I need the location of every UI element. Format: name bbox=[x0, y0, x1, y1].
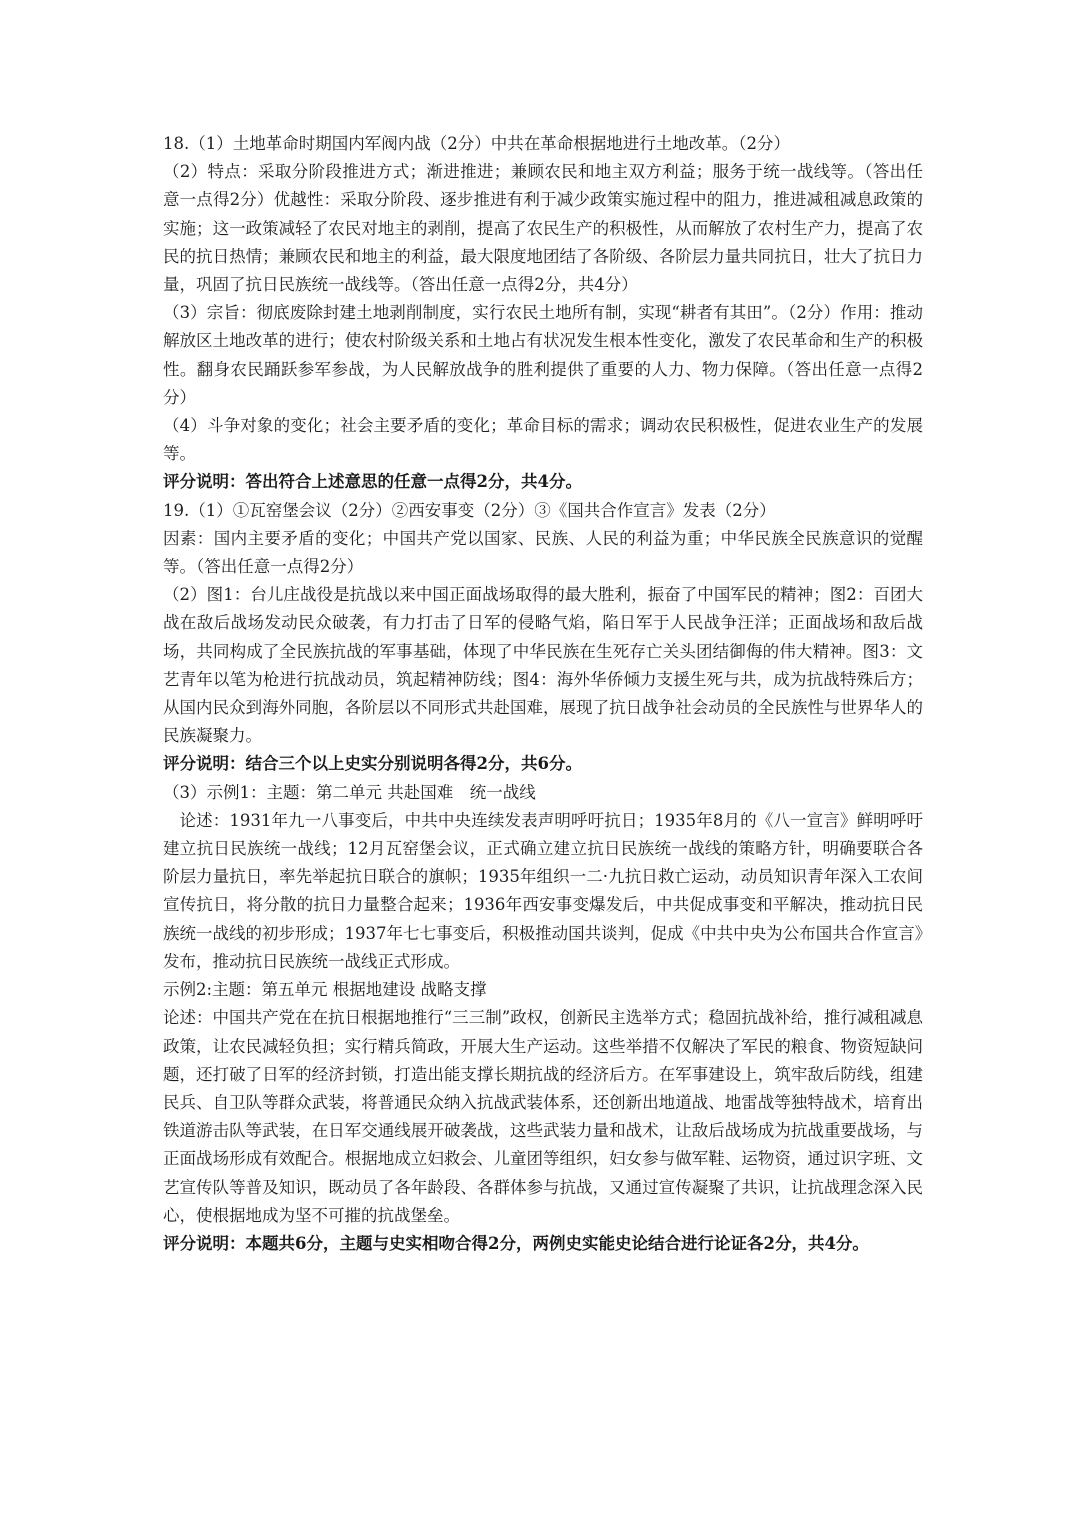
q18-part2: （2）特点：采取分阶段推进方式；渐进推进；兼顾农民和地主双方利益；服务于统一战线等。（答出任意一点得2分）优越性：采取分阶段、逐步推进有利于减少政策实施过程中的阻力，推进减租减息政策的实施；这一政策减轻了农民对地主的剥削，提高了农民生产的积极性，从而解放了农村生产力，提高了农民的抗日热情；兼顾农民和地主的利益，最大限度地团结了各阶级、各阶层力量共同抗日，壮大了抗日力量，巩固了抗日民族统一战线等。（答出任意一点得2分，共4分） bbox=[163, 162, 923, 295]
q19-part3-scoring-note: 评分说明：本题共6分，主题与史实相吻合得2分，两例史实能史论结合进行论证各2分，共4分。 bbox=[163, 1233, 869, 1253]
q19-part2-scoring-note: 评分说明：结合三个以上史实分别说明各得2分，共6分。 bbox=[163, 754, 582, 774]
q19-part3-example2-title: 示例2:主题：第五单元 根据地建设 战略支撑 bbox=[163, 980, 487, 1000]
q19-part1: 19.（1）①瓦窑堡会议（2分）②西安事变（2分）③《国共合作宣言》发表（2分） bbox=[163, 500, 776, 520]
answer-key-text bbox=[163, 130, 923, 1258]
q18-part1: 18.（1）土地革命时期国内军阀内战（2分）中共在革命根据地进行土地改革。（2分） bbox=[163, 134, 790, 153]
q19-part3-example1-body: 论述：1931年九一八事变后，中共中央连续发表声明呼吁抗日；1935年8月的《八一宣言》鲜明呼吁建立抗日民族统一战线；12月瓦窑堡会议，正式确立建立抗日民族统一战线的策略方针，明确要联合各阶层力量抗日，率先举起抗日联合的旗帜；1935年组织一二·九抗日救亡运动，动员知识青年深入工农间宣传抗日，将分散的抗日力量整合起来；1936年西安事变爆发后，中共促成事变和平解决，推动抗日民族统一战线的初步形成；1937年七七事变后，积极推动国共谈判，促成《中共中央为公布国共合作宣言》发布，推动抗日民族统一战线正式形成。 bbox=[163, 810, 923, 971]
q19-part3-example1-title: （3）示例1：主题：第二单元 共赴国难 统一战线 bbox=[163, 782, 536, 802]
q18-part3: （3）宗旨：彻底废除封建土地剥削制度，实行农民土地所有制，实现“耕者有其田”。（2分）作用：推动解放区土地改革的进行；使农村阶级关系和土地占有状况发生根本性变化，激发了农民革命和生产的积极性。翻身农民踊跃参军参战，为人民解放战争的胜利提供了重要的人力、物力保障。（答出任意一点得2分） bbox=[163, 303, 923, 407]
q18-scoring-note: 评分说明：答出符合上述意思的任意一点得2分，共4分。 bbox=[163, 472, 582, 492]
q19-part1-factors: 因素：国内主要矛盾的变化；中国共产党以国家、民族、人民的利益为重；中华民族全民族意识的觉醒等。（答出任意一点得2分） bbox=[163, 528, 923, 577]
q18-part4: （4）斗争对象的变化；社会主要矛盾的变化；革命目标的需求；调动农民积极性，促进农业生产的发展等。 bbox=[163, 416, 923, 464]
q19-part2: （2）图1：台儿庄战役是抗战以来中国正面战场取得的最大胜利，振奋了中国军民的精神；图2：百团大战在敌后战场发动民众破袭，有力打击了日军的侵略气焰，陷日军于人民战争汪洋；正面战场和敌后战场，共同构成了全民族抗战的军事基础，体现了中华民族在生死存亡关头团结御侮的伟大精神。图3：文艺青年以笔为枪进行抗战动员，筑起精神防线；图4：海外华侨倾力支援生死与共，成为抗战特殊后方；从国内民众到海外同胞，各阶层以不同形式共赴国难，展现了抗日战争社会动员的全民族性与世界华人的民族凝聚力。 bbox=[163, 585, 923, 746]
q19-part3-example2-body: 论述：中国共产党在在抗日根据地推行“三三制”政权，创新民主选举方式；稳固抗战补给，推行减租减息政策，让农民减轻负担；实行精兵简政，开展大生产运动。这些举措不仅解决了军民的粮食、物资短缺问题，还打破了日军的经济封锁，打造出能支撑长期抗战的经济后方。在军事建设上，筑牢敌后防线，组建民兵、自卫队等群众武装，将普通民众纳入抗战武装体系，还创新出地道战、地雷战等独特战术，培育出铁道游击队等武装，在日军交通线展开破袭战，这些武装力量和战术，让敌后战场成为抗战重要战场，与正面战场形成有效配合。根据地成立妇救会、儿童团等组织，妇女参与做军鞋、运物资，通过识字班、文艺宣传队等普及知识，既动员了各年龄段、各群体参与抗战，又通过宣传凝聚了共识，让抗战理念深入民心，使根据地成为坚不可摧的抗战堡垒。 bbox=[163, 1008, 923, 1225]
